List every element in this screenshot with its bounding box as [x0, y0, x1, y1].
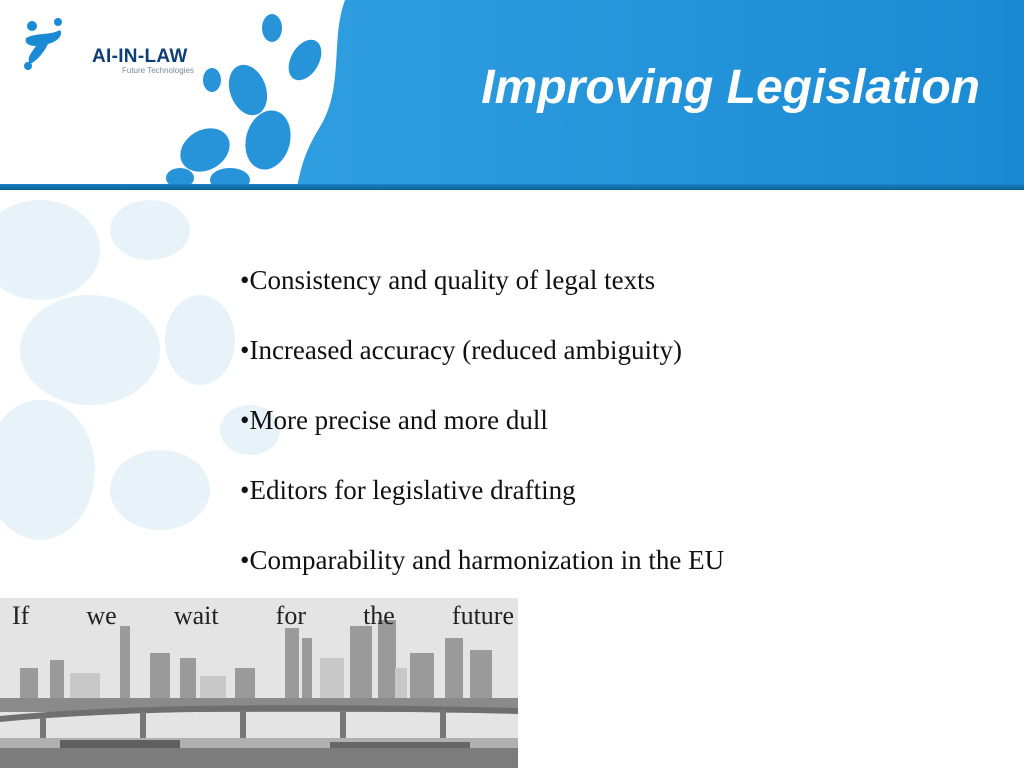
slide-title: Improving Legislation — [481, 61, 980, 114]
photo-caption — [12, 601, 514, 631]
ai-in-law-logo — [18, 16, 198, 76]
logo-figure-icon — [18, 16, 78, 72]
caption-word: If — [12, 601, 30, 630]
caption-word: for — [275, 601, 306, 630]
bullet-item: •Comparability and harmonization in the EU — [240, 545, 725, 575]
bullet-item: •Increased accuracy (reduced ambiguity) — [240, 335, 682, 365]
caption-word: the — [363, 601, 395, 630]
bullet-item: •More precise and more dull — [240, 405, 548, 435]
logo-tagline: Future Technologies — [122, 66, 194, 75]
logo-name: AI-IN-LAW — [92, 46, 188, 67]
caption-word: we — [86, 601, 117, 630]
bullet-item: •Consistency and quality of legal texts — [240, 265, 656, 295]
bullet-item: •Editors for legislative drafting — [240, 475, 576, 505]
caption-word: future — [451, 601, 514, 630]
bullet-list — [240, 262, 724, 612]
slide-header — [0, 0, 1024, 190]
caption-word: wait — [173, 601, 219, 630]
